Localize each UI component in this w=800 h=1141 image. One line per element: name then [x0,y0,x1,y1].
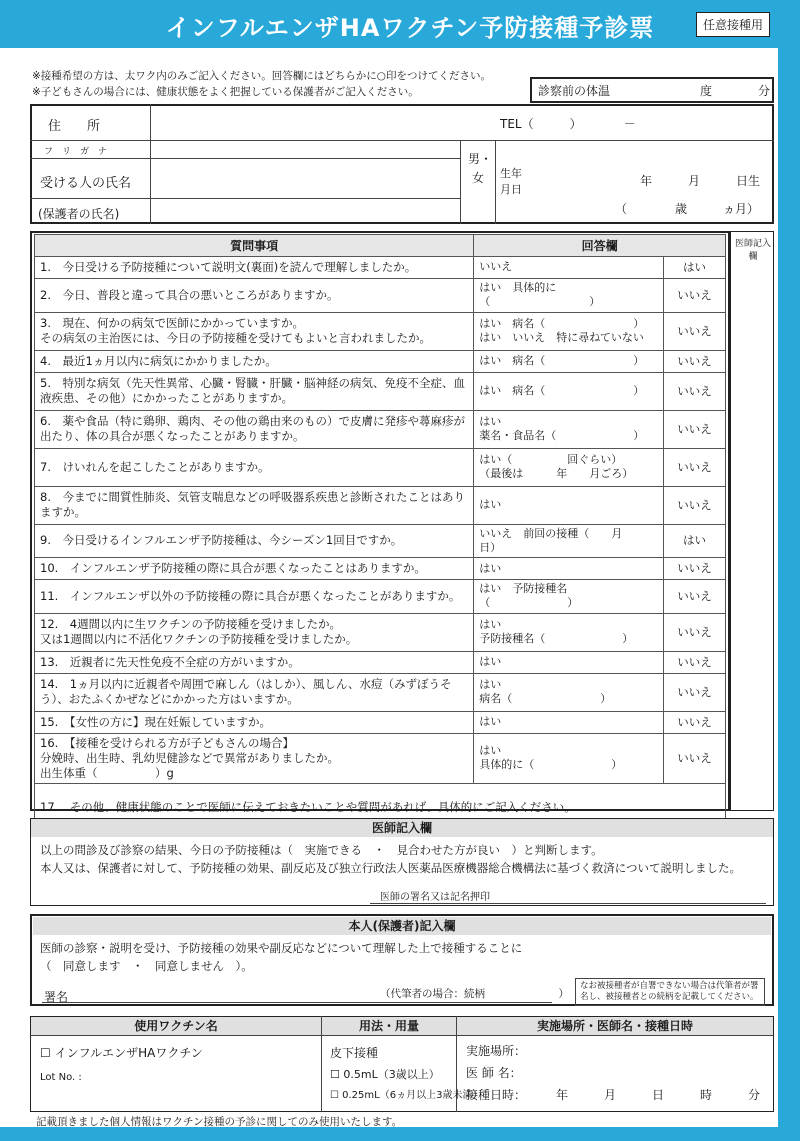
question-row [35,651,726,673]
name-label: 受ける人の氏名 [40,176,132,191]
answer-option-1[interactable]: はい 病名（ ） [474,350,664,372]
vaccine-checkbox[interactable]: ☐ インフルエンザHAワクチン [40,1046,203,1060]
name-field[interactable] [152,160,458,196]
age-field[interactable]: （ 歳 ヵ月） [615,202,760,216]
answer-option-2[interactable]: いいえ [664,558,726,580]
question-row [35,524,726,558]
proxy-note: なお被接種者が自署できない場合は代筆者が署名し、被接種者との続柄を記載してください。 [575,978,765,1006]
doctor-explanation: 本人又は、保護者に対して、予防接種の効果、副反応及び独立行政法人医薬品医療機器総合機構法に基づく救済について説明しました。 [40,861,742,875]
note-2: ※子どもさんの場合には、健康状態をよく把握している保護者がご記入ください。 [32,86,419,98]
question-text: 12. 4週間以内に生ワクチンの予防接種を受けましたか。 又は1週間以内に不活化ワクチンの予防接種を受けましたか。 [35,613,474,651]
answer-option-2[interactable]: いいえ [664,279,726,313]
birth-date-field[interactable]: 年 月 日生 [640,174,761,188]
answer-option-2[interactable]: いいえ [664,651,726,673]
answer-option-1[interactable]: はい 病名（ ） [474,372,664,410]
answer-option-1[interactable]: はい [474,486,664,524]
question-text: 15. 【女性の方に】現在妊娠していますか。 [35,711,474,733]
answer-option-1[interactable]: はい [474,558,664,580]
answer-option-1[interactable]: はい（ 回ぐらい） （最後は 年 月ごろ） [474,448,664,486]
answer-option-1[interactable]: はい 具体的に（ ） [474,279,664,313]
question-row [35,733,726,783]
question-text: 16. 【接種を受けられる方が子どもさんの場合】 分娩時、出生時、乳幼児健診などで異常がありましたか。 出生体重（ ）g [35,733,474,783]
questionnaire-table [34,234,726,832]
question-text: 7. けいれんを起こしたことがありますか。 [35,448,474,486]
route-label: 皮下接種 [330,1046,379,1060]
dose-option-05[interactable]: ☐ 0.5mL（3歳以上） [330,1068,440,1081]
question-row [35,711,726,733]
consent-section-title: 本人(保護者)記入欄 [33,917,771,935]
question-text: 1. 今日受ける予防接種について説明文(裏面)を読んで理解しましたか。 [35,257,474,279]
question-text: 14. 1ヵ月以内に近親者や周囲で麻しん（はしか）、風しん、水痘（みずぼうそう）、おたふくかぜなどにかかった方はいますか。 [35,673,474,711]
temperature-unit-minute: 分 [758,84,771,98]
consent-text: 医師の診察・説明を受け、予防接種の効果や副反応などについて理解した上で接種することに [40,941,523,955]
privacy-footer: 記載頂きました個人情報はワクチン接種の予診に関してのみ使用いたします。 [36,1116,403,1128]
doctor-notes-header: 医師記入欄 [734,239,771,262]
col-answer-header: 回答欄 [474,235,726,257]
question-row [35,448,726,486]
question-row [35,410,726,448]
question-text: 13. 近親者に先天性免疫不全症の方がいますか。 [35,651,474,673]
temperature-unit-degree: 度 [700,84,713,98]
dosage-header: 用法・用量 [322,1017,456,1035]
doctor-name-label[interactable]: 医 師 名： [466,1066,522,1080]
question-row [35,580,726,614]
question-text: 2. 今日、普段と違って具合の悪いところがありますか。 [35,279,474,313]
doctor-section-title: 医師記入欄 [31,819,773,837]
answer-option-2[interactable]: はい [664,257,726,279]
answer-option-2[interactable]: いいえ [664,711,726,733]
site-header: 実施場所・医師名・接種日時 [457,1017,773,1035]
consent-choice[interactable]: （ 同意します ・ 同意しません ）。 [40,959,253,973]
answer-option-2[interactable]: はい [664,524,726,558]
question-row [35,257,726,279]
answer-option-1[interactable]: はい 予防接種名（ ） [474,613,664,651]
answer-option-2[interactable]: いいえ [664,486,726,524]
question-text: 11. インフルエンザ以外の予防接種の際に具合が悪くなったことがありますか。 [35,580,474,614]
question-row [35,350,726,372]
col-question-header: 質問事項 [35,235,474,257]
address-label: 住 所 [48,119,101,134]
answer-option-2[interactable]: いいえ [664,673,726,711]
answer-option-2[interactable]: いいえ [664,448,726,486]
answer-option-1[interactable]: はい 薬名・食品名（ ） [474,410,664,448]
answer-option-1[interactable]: はい [474,651,664,673]
question-text: 17. その他、健康状態のことで医師に伝えておきたいことや質問があれば、具体的にご記入ください。 [35,783,726,831]
answer-option-1[interactable]: はい 病名（ ） はい いいえ 特に尋ねていない [474,312,664,350]
proxy-relation-field[interactable]: （代筆者の場合：続柄 ） [380,988,569,1000]
answer-option-1[interactable]: はい 具体的に（ ） [474,733,664,783]
tel-field[interactable]: TEL（ ） － [500,117,636,131]
dose-option-025[interactable]: ☐ 0.25mL（6ヵ月以上3歳未満） [330,1090,483,1101]
page-title: インフルエンザHAワクチン予防接種予診票 [165,14,655,42]
vaccine-name-header: 使用ワクチン名 [31,1017,321,1035]
answer-option-2[interactable]: いいえ [664,733,726,783]
question-row [35,673,726,711]
question-text: 8. 今までに間質性肺炎、気管支喘息などの呼吸器系疾患と診断されたことはありますか。 [35,486,474,524]
note-1: ※接種希望の方は、太ワク内のみご記入ください。回答欄にはどちらかに○印をつけてください。 [32,70,491,82]
sex-selector[interactable]: 男・女 [468,152,493,186]
question-row [35,613,726,651]
question-text: 10. インフルエンザ予防接種の際に具合が悪くなったことはありますか。 [35,558,474,580]
voluntary-tag: 任意接種用 [696,12,770,37]
question-text: 4. 最近1ヵ月以内に病気にかかりましたか。 [35,350,474,372]
question-text: 5. 特別な病気（先天性異常、心臓・腎臓・肝臓・脳神経の病気、免疫不全症、血液疾患、その他）にかかったことがありますか。 [35,372,474,410]
datetime-label[interactable]: 接種日時： 年 月 日 時 分 [466,1088,761,1102]
answer-option-2[interactable]: いいえ [664,613,726,651]
signature-label: 署名 [44,990,69,1004]
answer-option-2[interactable]: いいえ [664,312,726,350]
question-row [35,312,726,350]
answer-option-2[interactable]: いいえ [664,372,726,410]
answer-option-1[interactable]: いいえ 前回の接種（ 月 日） [474,524,664,558]
question-text: 6. 薬や食品（特に鶏卵、鶏肉、その他の鶏由来のもの）で皮膚に発疹や蕁麻疹が出たり、体の具合が悪くなったことがありますか。 [35,410,474,448]
answer-option-2[interactable]: いいえ [664,350,726,372]
answer-option-1[interactable]: はい [474,711,664,733]
answer-option-2[interactable]: いいえ [664,410,726,448]
guardian-label: (保護者の氏名) [38,207,120,221]
site-label[interactable]: 実施場所： [466,1044,527,1058]
doctor-sign-label: 医師の署名又は記名押印 [380,892,490,903]
furigana-label: フ リ ガ ナ [44,147,108,157]
answer-option-1[interactable]: はい 予防接種名（ ） [474,580,664,614]
doctor-judgement[interactable]: 以上の問診及び診察の結果、今日の予防接種は（ 実施できる ・ 見合わせた方が良い ）と判断します。 [40,843,603,857]
question-text: 3. 現在、何かの病気で医師にかかっていますか。 その病気の主治医には、今日の予防接種を受けてもよいと言われましたか。 [35,312,474,350]
answer-option-1[interactable]: はい 病名（ ） [474,673,664,711]
question-row [35,372,726,410]
lot-number-label: Lot No. : [40,1072,82,1083]
right-margin-bar [778,48,800,1141]
address-field[interactable] [152,108,492,138]
answer-option-2[interactable]: いいえ [664,580,726,614]
birth-label: 生年月日 [500,167,522,196]
question-row [35,279,726,313]
doctor-column-frame [730,231,774,811]
answer-option-1[interactable]: いいえ [474,257,664,279]
temperature-label: 診察前の体温 [538,84,611,98]
question-row [35,558,726,580]
question-row [35,486,726,524]
question-text: 9. 今日受けるインフルエンザ予防接種は、今シーズン1回目ですか。 [35,524,474,558]
bottom-margin-bar [0,1127,800,1141]
